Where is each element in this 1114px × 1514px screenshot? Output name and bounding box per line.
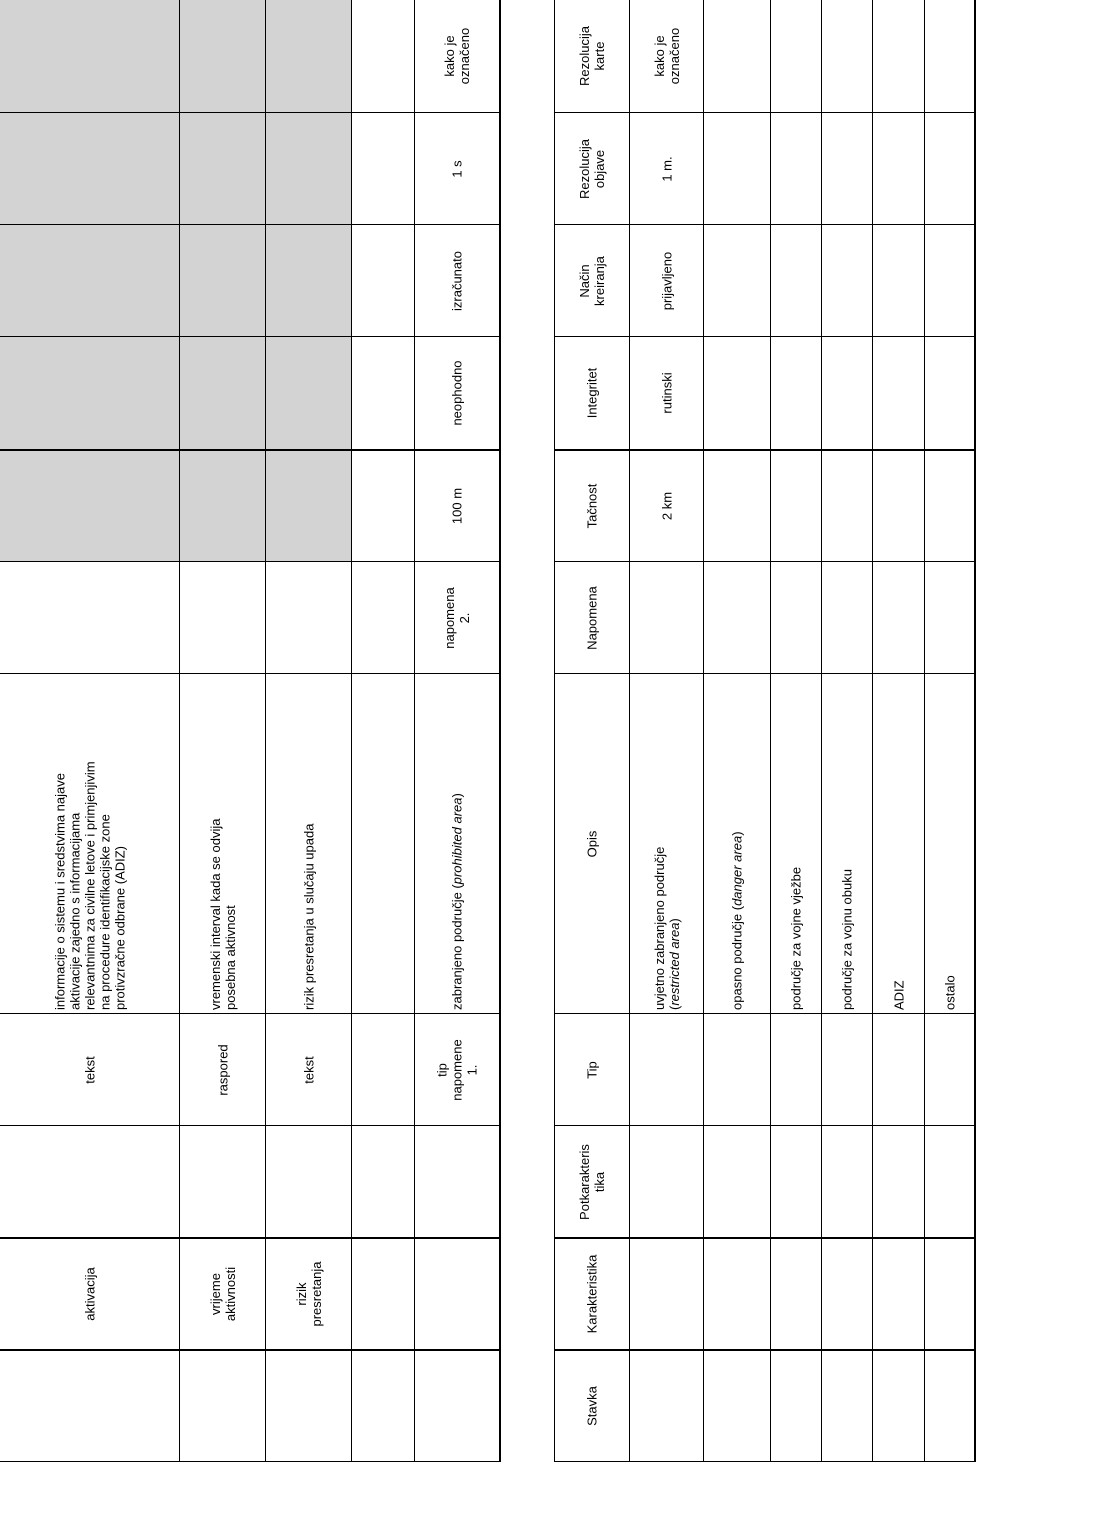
lower-row-3-sub-characteristic (771, 1126, 822, 1238)
lower-row-4-publication-resolution (822, 113, 873, 225)
header-type-text: Tip (584, 1060, 600, 1079)
upper-row-4-description (352, 674, 415, 1014)
lower-row-1-charting-resolution-text: kako je označeno (651, 27, 682, 85)
lower-row-6-item (925, 1350, 975, 1462)
lower-row-2-characteristic (704, 1238, 771, 1350)
table-rule (0, 1349, 500, 1351)
lower-row-1-note (630, 562, 704, 674)
upper-row-5-publication-resolution (415, 113, 500, 225)
lower-row-4-integrity (822, 337, 873, 450)
table-rule (554, 0, 555, 1462)
lower-row-4-note (822, 562, 873, 674)
header-accuracy-text: Tačnost (584, 483, 600, 528)
lower-row-3-characteristic (771, 1238, 822, 1350)
upper-row-5-publication-resolution-text: 1 s (449, 159, 465, 178)
upper-row-4-origination (352, 225, 415, 337)
lower-row-1-type (630, 1014, 704, 1126)
header-accuracy (555, 450, 630, 562)
upper-row-5-origination (415, 225, 500, 337)
upper-row-5-charting-resolution (415, 0, 500, 113)
upper-row-3-publication-resolution (266, 113, 352, 225)
header-type (555, 1014, 630, 1126)
lower-row-5-description-text (891, 678, 906, 1010)
upper-row-4-note (352, 562, 415, 674)
lower-row-4-description-text (840, 678, 855, 1010)
lower-row-6-type (925, 1014, 975, 1126)
lower-row-5-type (873, 1014, 925, 1126)
lower-row-4-description (822, 674, 873, 1014)
lower-row-1-integrity (630, 337, 704, 450)
upper-row-2-charting-resolution (180, 0, 266, 113)
upper-row-1-origination (0, 225, 180, 337)
upper-row-1-characteristic (0, 1238, 180, 1350)
header-origination (555, 225, 630, 337)
upper-row-1-note (0, 562, 180, 674)
table-rule (0, 1237, 500, 1239)
upper-row-2-characteristic-text: vrijeme aktivnosti (207, 1266, 238, 1321)
upper-row-5-note (415, 562, 500, 674)
lower-row-1-charting-resolution (630, 0, 704, 113)
lower-row-3-charting-resolution (771, 0, 822, 113)
upper-row-5-description-pre: zabranjeno područje ( (449, 883, 465, 1010)
upper-row-2-origination (180, 225, 266, 337)
lower-row-6-note (925, 562, 975, 674)
header-integrity (555, 337, 630, 450)
upper-row-1-description-text: informacije o sistemu i sredstvima najave aktivacije zajedno s informacijama relevantnima za civilne letove i primjenjivim na procedure identifikacijske zone protivzračne odbrane (ADIZ) (52, 760, 127, 1010)
lower-row-3-note (771, 562, 822, 674)
lower-row-3-integrity (771, 337, 822, 450)
lower-row-5-charting-resolution (873, 0, 925, 113)
header-publication-resolution-text: Rezolucija objave (577, 138, 607, 199)
lower-row-6-origination (925, 225, 975, 337)
upper-row-5-accuracy (415, 450, 500, 562)
header-description (555, 674, 630, 1014)
upper-row-3-type (266, 1014, 352, 1126)
upper-row-3-item (266, 1350, 352, 1462)
lower-row-1-integrity-text: rutinski (659, 372, 674, 414)
upper-row-1-integrity (0, 337, 180, 450)
upper-row-4-publication-resolution (352, 113, 415, 225)
lower-row-4-charting-resolution (822, 0, 873, 113)
upper-row-4-item (352, 1350, 415, 1462)
lower-row-2-accuracy (704, 450, 771, 562)
upper-row-4-sub-characteristic (352, 1126, 415, 1238)
upper-row-2-integrity (180, 337, 266, 450)
upper-row-5-integrity-text: neophodno (449, 360, 465, 426)
lower-row-6-accuracy (925, 450, 975, 562)
lower-row-1-characteristic (630, 1238, 704, 1350)
upper-row-3-sub-characteristic (266, 1126, 352, 1238)
lower-row-4-item (822, 1350, 873, 1462)
upper-row-5-integrity (415, 337, 500, 450)
header-note-text: Napomena (584, 585, 600, 650)
lower-row-5-sub-characteristic (873, 1126, 925, 1238)
lower-row-1-description (630, 674, 704, 1014)
header-sub-characteristic-text: Potkarakteris tika (577, 1143, 607, 1220)
upper-row-3-integrity (266, 337, 352, 450)
upper-row-1-item (0, 1350, 180, 1462)
lower-row-2-description-text (730, 678, 745, 1010)
upper-row-5-type-text: tip napomene 1. (434, 1038, 480, 1101)
lower-row-1-publication-resolution-text: 1 m. (659, 155, 674, 182)
upper-row-3-description (266, 674, 352, 1014)
lower-row-3-origination (771, 225, 822, 337)
upper-row-5-item (415, 1350, 500, 1462)
lower-row-2-description-term: danger area (729, 835, 745, 906)
table-rule (0, 449, 500, 451)
header-publication-resolution (555, 113, 630, 225)
lower-row-1-description-post: ) (666, 917, 682, 923)
lower-row-5-description-pre: ADIZ (891, 979, 906, 1010)
lower-row-4-sub-characteristic (822, 1126, 873, 1238)
header-item-text: Stavka (584, 1385, 600, 1426)
table-rule (555, 449, 975, 451)
lower-row-5-note (873, 562, 925, 674)
upper-row-2-type (180, 1014, 266, 1126)
lower-row-1-publication-resolution (630, 113, 704, 225)
upper-row-5-description-term: prohibited area (449, 797, 465, 884)
upper-row-2-accuracy (180, 450, 266, 562)
lower-row-5-item (873, 1350, 925, 1462)
table-rule (555, 1237, 975, 1239)
lower-row-6-description (925, 674, 975, 1014)
upper-row-5-sub-characteristic (415, 1126, 500, 1238)
upper-row-4-charting-resolution (352, 0, 415, 113)
upper-row-2-publication-resolution (180, 113, 266, 225)
upper-row-2-item (180, 1350, 266, 1462)
upper-row-2-sub-characteristic (180, 1126, 266, 1238)
upper-row-3-note (266, 562, 352, 674)
upper-row-5-description (415, 674, 500, 1014)
lower-row-5-accuracy (873, 450, 925, 562)
upper-row-5-description-text (450, 678, 465, 1010)
upper-row-4-type (352, 1014, 415, 1126)
lower-row-3-publication-resolution (771, 113, 822, 225)
lower-row-1-description-pre: uvjetno zabranjeno područje ( (651, 846, 682, 1010)
lower-row-4-origination (822, 225, 873, 337)
lower-row-1-origination-text: prijavljeno (659, 251, 674, 310)
lower-row-1-accuracy-text: 2 km (659, 491, 674, 520)
upper-row-5-charting-resolution-text: kako je označeno (442, 27, 472, 85)
upper-row-3-type-text: tekst (301, 1055, 316, 1084)
upper-row-3-accuracy (266, 450, 352, 562)
lower-row-5-characteristic (873, 1238, 925, 1350)
lower-row-6-description-text (942, 678, 957, 1010)
lower-row-3-type (771, 1014, 822, 1126)
upper-row-5-type (415, 1014, 500, 1126)
upper-row-1-type-text: tekst (82, 1055, 97, 1084)
lower-row-2-description-post: ) (729, 830, 745, 836)
lower-row-6-charting-resolution (925, 0, 975, 113)
lower-row-1-description-term: restricted area (666, 922, 682, 1006)
lower-row-3-description-text (789, 678, 804, 1010)
lower-row-2-type (704, 1014, 771, 1126)
header-item (555, 1350, 630, 1462)
table-rule (555, 1349, 975, 1351)
upper-row-5-note-text: napomena 2. (442, 586, 472, 649)
lower-row-2-publication-resolution (704, 113, 771, 225)
upper-row-4-accuracy (352, 450, 415, 562)
header-characteristic-text: Karakteristika (584, 1254, 600, 1333)
lower-row-4-characteristic (822, 1238, 873, 1350)
lower-row-2-note (704, 562, 771, 674)
upper-row-1-description (0, 674, 180, 1014)
upper-row-1-sub-characteristic (0, 1126, 180, 1238)
header-description-text: Opis (584, 830, 600, 857)
lower-row-1-accuracy (630, 450, 704, 562)
upper-row-1-accuracy (0, 450, 180, 562)
lower-row-5-description (873, 674, 925, 1014)
lower-row-3-accuracy (771, 450, 822, 562)
lower-row-2-integrity (704, 337, 771, 450)
upper-row-2-characteristic (180, 1238, 266, 1350)
lower-row-3-description-pre: područje za vojne vježbe (788, 866, 804, 1010)
lower-row-3-description (771, 674, 822, 1014)
lower-row-1-origination (630, 225, 704, 337)
upper-row-5-accuracy-text: 100 m (449, 487, 465, 524)
lower-row-6-sub-characteristic (925, 1126, 975, 1238)
lower-row-2-charting-resolution (704, 0, 771, 113)
lower-row-5-integrity (873, 337, 925, 450)
header-origination-text: Način kreiranja (577, 255, 607, 306)
lower-row-6-description-pre: ostalo (942, 974, 957, 1010)
upper-row-5-origination-text: izračunato (449, 250, 465, 311)
lower-row-6-characteristic (925, 1238, 975, 1350)
upper-row-1-charting-resolution (0, 0, 180, 113)
lower-row-5-origination (873, 225, 925, 337)
lower-row-2-sub-characteristic (704, 1126, 771, 1238)
table-rule (499, 0, 501, 1462)
lower-row-4-description-pre: područje za vojnu obuku (839, 868, 855, 1010)
upper-row-3-description-text: rizik presretanja u slučaju upada (301, 823, 316, 1010)
lower-row-5-publication-resolution (873, 113, 925, 225)
upper-row-1-characteristic-text: aktivacija (82, 1266, 97, 1321)
upper-row-3-characteristic (266, 1238, 352, 1350)
upper-row-2-description-text: vremenski interval kada se odvija posebna aktivnost (207, 818, 238, 1010)
upper-row-1-publication-resolution (0, 113, 180, 225)
lower-row-2-origination (704, 225, 771, 337)
lower-row-1-description-text (652, 678, 682, 1010)
lower-row-1-sub-characteristic (630, 1126, 704, 1238)
upper-row-4-characteristic (352, 1238, 415, 1350)
header-note (555, 562, 630, 674)
lower-row-2-item (704, 1350, 771, 1462)
upper-row-2-type-text: raspored (215, 1043, 230, 1096)
header-charting-resolution (555, 0, 630, 113)
header-characteristic (555, 1238, 630, 1350)
header-charting-resolution-text: Rezolucija karte (577, 26, 607, 86)
upper-row-4-integrity (352, 337, 415, 450)
upper-row-3-origination (266, 225, 352, 337)
upper-row-5-characteristic (415, 1238, 500, 1350)
header-sub-characteristic (555, 1126, 630, 1238)
upper-row-3-characteristic-text: rizik presretanja (293, 1260, 324, 1327)
upper-row-3-charting-resolution (266, 0, 352, 113)
upper-row-2-note (180, 562, 266, 674)
lower-row-1-item (630, 1350, 704, 1462)
lower-row-2-description (704, 674, 771, 1014)
table-rule (974, 0, 976, 1462)
header-integrity-text: Integritet (584, 367, 600, 419)
upper-row-2-description (180, 674, 266, 1014)
lower-row-3-item (771, 1350, 822, 1462)
lower-row-6-publication-resolution (925, 113, 975, 225)
lower-row-2-description-pre: opasno područje ( (729, 905, 745, 1010)
lower-row-6-integrity (925, 337, 975, 450)
upper-row-5-description-post: ) (449, 792, 465, 798)
lower-row-4-accuracy (822, 450, 873, 562)
lower-row-4-type (822, 1014, 873, 1126)
upper-row-1-type (0, 1014, 180, 1126)
